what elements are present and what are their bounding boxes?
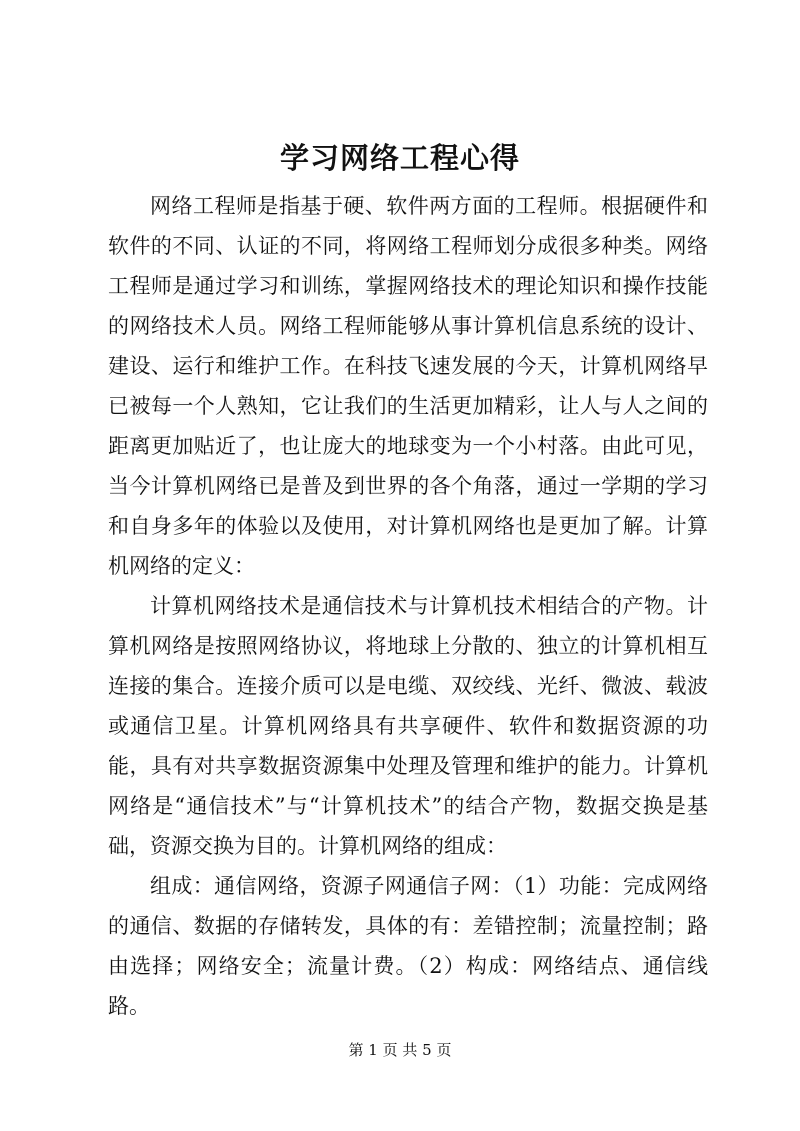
paragraph-network-technology: 计算机网络技术是通信技术与计算机技术相结合的产物。计算机网络是按照网络协议，将地球上分散的、独立的计算机相互连接的集合。连接介质可以是电缆、双绞线、光纤、微波、载波或通信卫星。计算机网络具有共享硬件、软件和数据资源的功能，具有对共享数据资源集中处理及管理和维护的能力。计算机网络是“通信技术”与“计算机技术”的结合产物，数据交换是基础，资源交换为目的。计算机网络的组成：	[108, 594, 708, 858]
document-title: 学习网络工程心得	[279, 141, 520, 175]
page-number-footer: 第 1 页 共 5 页	[348, 1041, 452, 1059]
paragraph-network-composition: 组成：通信网络，资源子网通信子网：（1）功能：完成网络的通信、数据的存储转发，具体的有：差错控制；流量控制；路由选择；网络安全；流量计费。（2）构成：网络结点、通信线路。	[108, 874, 708, 1018]
paragraph-network-engineer: 网络工程师是指基于硬、软件两方面的工程师。根据硬件和软件的不同、认证的不同，将网络工程师划分成很多种类。网络工程师是通过学习和训练，掌握网络技术的理论知识和操作技能的网络技术人员。网络工程师能够从事计算机信息系统的设计、建设、运行和维护工作。在科技飞速发展的今天，计算机网络早已被每一个人熟知，它让我们的生活更加精彩，让人与人之间的距离更加贴近了，也让庞大的地球变为一个小村落。由此可见，当今计算机网络已是普及到世界的各个角落，通过一学期的学习和自身多年的体验以及使用，对计算机网络也是更加了解。计算机网络的定义：	[108, 194, 708, 578]
document-body	[108, 186, 708, 1026]
